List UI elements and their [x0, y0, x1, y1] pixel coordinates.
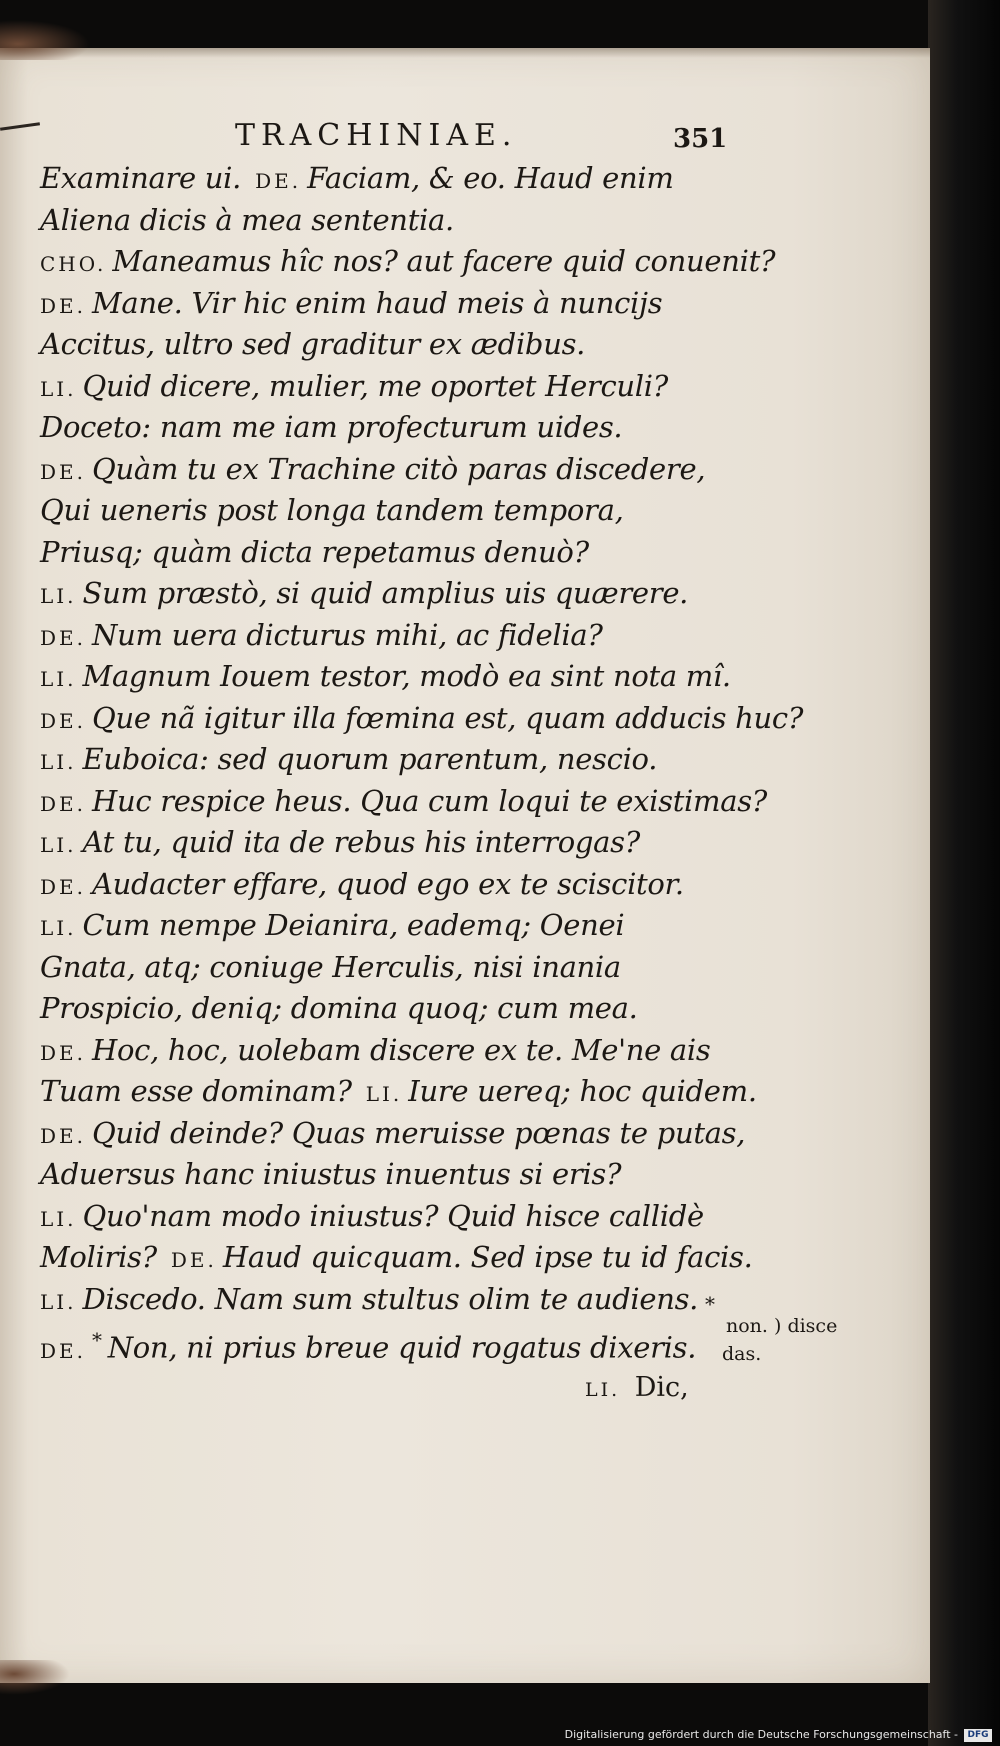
verse-line [40, 615, 720, 657]
running-head: TRACHINIAE. [235, 118, 518, 153]
verse-text: Quid dicere, mulier, me oportet Herculi? [82, 368, 669, 403]
speaker-label: LI. [365, 1082, 403, 1106]
verse-text: Euboica: sed quorum parentum, nescio. [82, 742, 658, 776]
verse-text: Mane. Vir hic enim haud meis à nuncijs [92, 285, 663, 320]
margin-note-line: das. [722, 1343, 762, 1365]
speaker-label: DE. [170, 1248, 217, 1272]
verse-line [40, 158, 720, 200]
verse-line [40, 490, 720, 532]
digitization-footer [564, 1726, 1000, 1746]
verse-text: Discedo. Nam sum stultus olim te audiens. [82, 1281, 699, 1316]
verse-text: Aduersus hanc iniustus inuentus si eris? [40, 1157, 622, 1191]
verse-line [40, 1279, 720, 1321]
verse-text: Quo'nam modo iniustus? Quid hisce callidè [82, 1198, 704, 1233]
verse-line [40, 283, 720, 325]
speaker-label: LI. [40, 584, 77, 608]
verse-line [40, 1320, 720, 1365]
speaker-label: DE. [40, 459, 86, 484]
verse-line [40, 739, 720, 781]
verse-line [40, 573, 720, 615]
footer-credit: Digitalisierung gefördert durch die Deutsche Forschungsgemeinschaft - [564, 1728, 958, 1741]
verse-line [40, 1113, 746, 1155]
speaker-label: DE. [255, 169, 302, 193]
verse-text: Quàm tu ex Trachine citò paras discedere, [92, 451, 706, 486]
verse-line [40, 1237, 753, 1279]
verse-line [40, 656, 731, 698]
verse-text: Iure uereq; hoc quidem. [408, 1074, 757, 1108]
verse-text: Faciam, & eo. Haud enim [307, 161, 674, 195]
verse-line [40, 864, 720, 906]
verse-text: Huc respice heus. Qua cum loqui te existimas? [92, 783, 768, 818]
verse-text: Magnum Iouem testor, modò ea sint nota mî. [82, 659, 731, 693]
verse-text: Accitus, ultro sed graditur ex ædibus. [40, 327, 586, 361]
verse-line [40, 532, 720, 574]
margin-note-marker: * [705, 1292, 715, 1316]
verse-line [40, 905, 720, 947]
verse-text: Prospicio, deniq; domina quoq; cum mea. [40, 991, 638, 1025]
gutter-shadow [928, 0, 1000, 1746]
verse-text: Haud quicquam. Sed ipse tu id facis. [222, 1240, 753, 1274]
verse-line [40, 1154, 720, 1196]
speaker-label: DE. [40, 791, 86, 816]
verse-line [40, 1196, 720, 1238]
verse-text: Audacter effare, quod ego ex te sciscitor. [92, 866, 684, 901]
speaker-label: CHO. [40, 252, 107, 276]
verse-text: Qui ueneris post longa tandem tempora, [40, 493, 624, 527]
speaker-label: DE. [40, 1123, 86, 1148]
verse-text: Aliena dicis à mea sententia. [40, 202, 454, 237]
verse-line [40, 781, 768, 823]
verse-text: Priusq; quàm dicta repetamus denuò? [40, 534, 589, 569]
speaker-label: LI. [40, 1289, 77, 1314]
speaker-label: LI. [40, 1206, 77, 1231]
note-reference-marker: * [92, 1328, 102, 1352]
corner-stain-bottom [0, 1660, 70, 1695]
verse-text: Maneamus hîc nos? aut facere quid conuenit? [112, 244, 776, 278]
dfg-logo-icon: DFG [964, 1729, 992, 1742]
verse-line [40, 366, 720, 408]
verse-line [40, 407, 720, 449]
speaker-label: DE. [40, 708, 86, 733]
corner-stain [0, 20, 90, 60]
catchword-text: Dic, [634, 1372, 689, 1403]
margin-note-line: non. ) disce [726, 1315, 838, 1337]
verse-text: Tuam esse dominam? [40, 1074, 352, 1108]
verse-text: Que nã igitur illa fœmina est, quam adducis huc? [92, 700, 804, 735]
verse-text: Quid deinde? Quas meruisse pœnas te putas, [92, 1115, 746, 1150]
speaker-label: LI. [40, 750, 77, 774]
catchword [585, 1372, 689, 1403]
verse-text: Gnata, atq; coniuge Herculis, nisi inania [40, 949, 621, 984]
verse-line [40, 1071, 757, 1113]
verse-line [40, 324, 720, 366]
verse-line [40, 698, 804, 740]
verse-line [40, 988, 720, 1030]
speaker-label: LI. [40, 667, 77, 691]
speaker-label: DE. [40, 625, 86, 650]
verse-line [40, 1030, 720, 1072]
verse-text: Doceto: nam me iam profecturum uides. [40, 410, 623, 444]
speaker-label: DE. [40, 293, 86, 318]
speaker-label: LI. [40, 833, 77, 857]
speaker-label: LI. [40, 916, 77, 940]
verse-text: Non, ni prius breue quid rogatus dixeris. [107, 1330, 697, 1365]
catchword-speaker: LI. [585, 1379, 621, 1401]
verse-text: At tu, quid ita de rebus his interrogas? [82, 825, 640, 859]
verse-text: Cum nempe Deianira, eademq; Oenei [82, 908, 625, 942]
verse-line [40, 947, 720, 989]
speaker-label: LI. [40, 376, 77, 401]
speaker-label: DE. [40, 1040, 86, 1065]
verse-line [40, 822, 720, 864]
speaker-label: DE. [40, 1338, 86, 1363]
verse-text: Num uera dicturus mihi, ac fidelia? [92, 617, 603, 652]
verse-text: Sum præstò, si quid amplius uis quærere. [82, 576, 689, 610]
verse-line [40, 200, 720, 242]
verse-text: Hoc, hoc, uolebam discere ex te. Me'ne ais [92, 1032, 711, 1067]
page-top-edge [0, 48, 930, 58]
speaker-label: DE. [40, 874, 86, 899]
verse-line [40, 241, 776, 283]
verse-text: Moliris? [40, 1240, 157, 1274]
verse-text: Examinare ui. [40, 161, 242, 195]
page-number: 351 [673, 124, 728, 154]
margin-note [722, 1312, 872, 1368]
verse-line [40, 449, 720, 491]
